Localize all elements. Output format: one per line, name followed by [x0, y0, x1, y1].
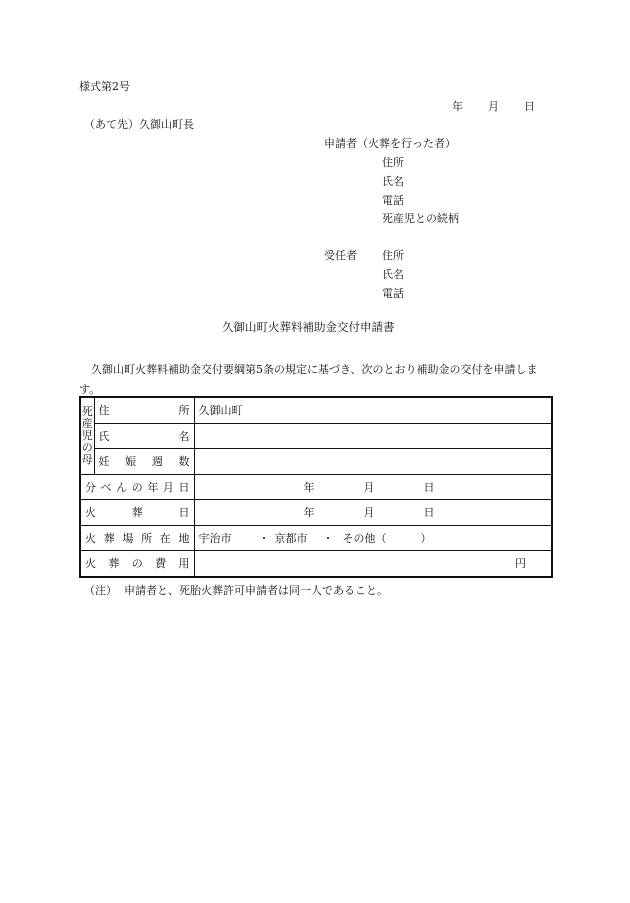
note-text: 申請者と、死胎火葬許可申請者は同一人であること。 [124, 584, 388, 597]
body-text: 久御山町火葬料補助金交付要綱第5条の規定に基づき、次のとおり補助金の交付を申請します。 [79, 363, 538, 396]
delegate-address-label: 住所 [382, 249, 404, 262]
mother-name-value[interactable] [194, 423, 552, 449]
table-row [80, 423, 552, 449]
cremation-place-value[interactable]: 宇治市 ・ 京都市 ・ その他（ ） [194, 525, 552, 551]
cremation-date-value[interactable]: 年 月 日 [194, 500, 552, 526]
delegate-name-label: 氏名 [382, 268, 404, 281]
cremation-cost-label: 火 葬 の 費 用 [80, 551, 194, 577]
table-row [80, 551, 552, 577]
date-day-label: 日 [524, 100, 535, 113]
delivery-date-value[interactable]: 年 月 日 [194, 474, 552, 500]
cremation-date-label: 火 葬 日 [80, 500, 194, 526]
yen-unit: 円 [515, 557, 526, 571]
mother-name-label: 氏 名 [94, 423, 194, 449]
cremation-place-label: 火 葬 場 所 在 地 [80, 525, 194, 551]
place-option-kyoto: 京都市 [274, 531, 308, 545]
mother-address-value[interactable]: 久御山町 [194, 397, 552, 423]
form-number: 様式第2号 [79, 80, 130, 93]
pregnancy-weeks-value[interactable] [194, 449, 552, 475]
applicant-address-label: 住所 [382, 156, 404, 169]
note-head: （注） [84, 584, 117, 597]
addressee: （あて先）久御山町長 [84, 118, 194, 131]
cremation-cost-value[interactable] [194, 551, 552, 577]
applicant-relation-label: 死産児との続柄 [382, 212, 459, 225]
applicant-title: 申請者（火葬を行った者） [324, 137, 456, 150]
place-option-uji: 宇治市 [198, 531, 232, 545]
date-month-label: 月 [488, 100, 499, 113]
applicant-phone-label: 電話 [382, 194, 404, 207]
date-line [452, 101, 535, 112]
note [84, 585, 388, 596]
table-row [80, 449, 552, 475]
table-row [80, 397, 552, 423]
mother-group-label: 死 産 児 の 母 [80, 397, 94, 474]
application-table [79, 396, 553, 578]
pregnancy-weeks-label: 妊 娠 週 数 [94, 449, 194, 475]
document-title: 久御山町火葬料補助金交付申請書 [222, 320, 395, 334]
date-year-label: 年 [452, 100, 463, 113]
table-row [80, 525, 552, 551]
delegate-phone-label: 電話 [382, 287, 404, 300]
table-row [80, 500, 552, 526]
delivery-date-label: 分 べ ん の 年 月 日 [80, 474, 194, 500]
mother-address-label: 住 所 [94, 397, 194, 423]
delegate-title: 受任者 [324, 249, 357, 262]
table-row [80, 474, 552, 500]
place-option-other: その他（ [342, 531, 387, 545]
applicant-name-label: 氏名 [382, 175, 404, 188]
